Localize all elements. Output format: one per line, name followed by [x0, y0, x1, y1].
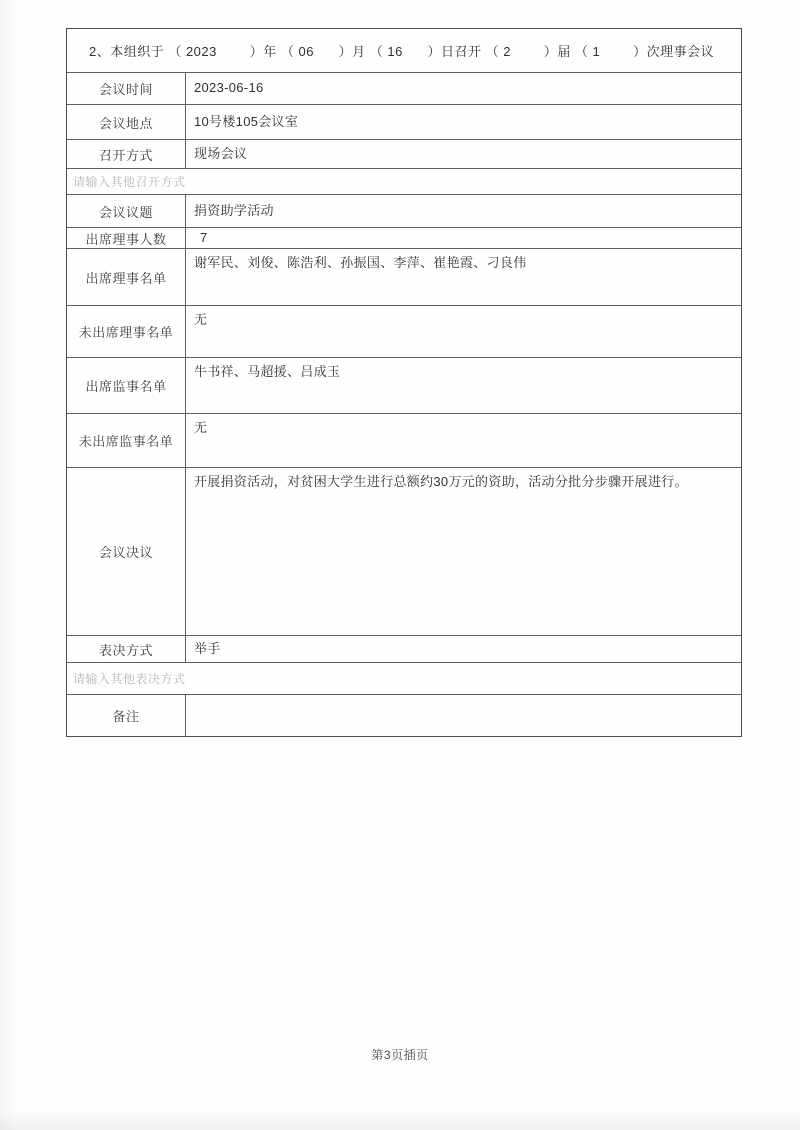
row-meeting-time	[67, 73, 741, 105]
field-label: 出席理事名单	[67, 249, 186, 305]
row-meeting-location	[67, 105, 741, 140]
row-meeting-method	[67, 140, 741, 169]
field-value: 举手	[194, 640, 221, 656]
row-other-method-placeholder	[67, 169, 741, 195]
field-value: 10号楼105会议室	[194, 113, 299, 129]
form-title-text: 2、本组织于 （ 2023 ）年 （ 06 ）月 （ 16 ）日召开 （ 2 ）届 （ 1 ）次理事会议	[89, 44, 715, 59]
row-attending-directors-count	[67, 228, 741, 249]
field-label: 会议地点	[67, 105, 186, 139]
field-value: 现场会议	[194, 145, 248, 161]
placeholder-text: 请输入其他表决方式	[73, 672, 186, 686]
page-number: 第3页插页	[371, 1048, 429, 1062]
row-meeting-resolution	[67, 468, 741, 636]
row-meeting-topic	[67, 195, 741, 228]
field-value: 2023-06-16	[194, 80, 264, 96]
row-absent-directors-list	[67, 306, 741, 358]
field-value: 牛书祥、马超援、吕成玉	[194, 364, 341, 379]
row-absent-supervisors-list	[67, 414, 741, 468]
field-label: 召开方式	[67, 140, 186, 168]
field-label: 备注	[67, 695, 186, 736]
row-attending-supervisors-list	[67, 358, 741, 414]
field-value: 7	[200, 229, 208, 245]
field-label: 会议时间	[67, 73, 186, 104]
placeholder-text: 请输入其他召开方式	[73, 175, 186, 189]
field-label: 会议议题	[67, 195, 186, 227]
field-label: 会议决议	[67, 468, 186, 635]
field-value: 无	[194, 312, 208, 327]
meeting-record-table	[66, 28, 742, 737]
field-value	[186, 695, 741, 736]
scan-edge-left	[0, 0, 14, 1130]
row-remarks	[67, 695, 741, 736]
field-label: 出席理事人数	[67, 228, 186, 248]
field-label: 未出席监事名单	[67, 414, 186, 467]
scan-edge-bottom	[0, 1110, 800, 1130]
field-value: 无	[194, 420, 208, 435]
field-label: 表决方式	[67, 636, 186, 662]
field-value: 谢军民、刘俊、陈浩利、孙振国、李萍、崔艳霞、刁良伟	[194, 255, 527, 270]
form-title	[67, 29, 741, 73]
field-label: 未出席理事名单	[67, 306, 186, 357]
field-value: 开展捐资活动，对贫困大学生进行总额约30万元的资助，活动分批分步骤开展进行。	[194, 474, 688, 489]
row-attending-directors-list	[67, 249, 741, 306]
row-voting-method	[67, 636, 741, 663]
row-other-voting-placeholder	[67, 663, 741, 695]
field-label: 出席监事名单	[67, 358, 186, 413]
field-value: 捐资助学活动	[194, 202, 274, 218]
